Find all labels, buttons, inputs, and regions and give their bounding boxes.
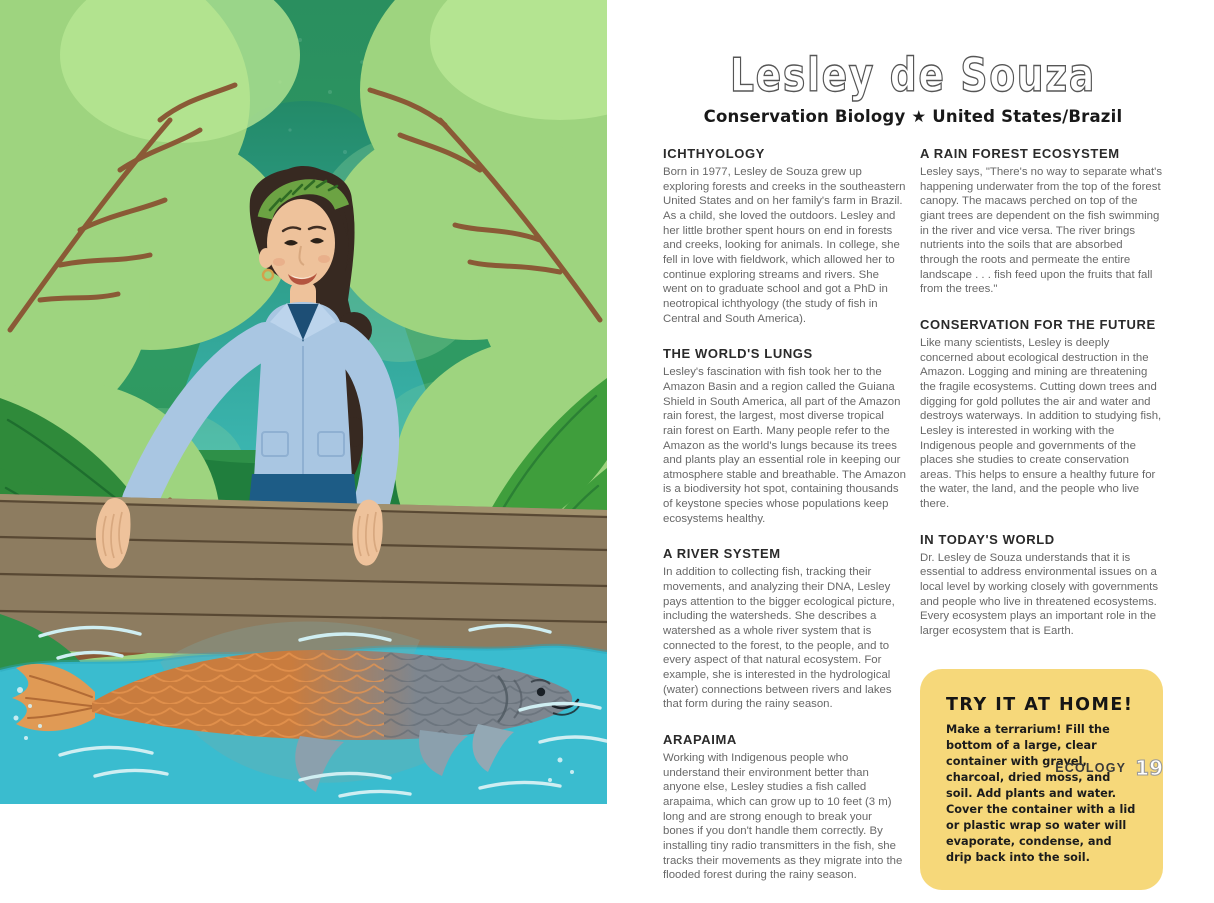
- left-column: [663, 146, 906, 903]
- section-body: Dr. Lesley de Souza understands that it is essential to address environmental issues on a local level by working closely with governments and people who live in threatened ecosystems. Every ecosystem plays an important role in the larger ecosystem that is Earth.: [920, 551, 1159, 638]
- section-heading: IN TODAY'S WORLD: [920, 531, 1055, 547]
- section-arapaima: [663, 732, 906, 883]
- right-column: [920, 146, 1163, 903]
- lesley-boat-illustration: [0, 0, 607, 804]
- section-body: In addition to collecting fish, tracking their movements, and analyzing their DNA, Lesley pays attention to the bigger ecological picture, including the watersheds. She describes a watershed as a whole river system that is connected to the forest, to the people, and to every aspect of that natural ecosystem. For example, she is interested in the hydrological (water) connections between rivers and lakes that form during the rainy season.: [663, 566, 895, 711]
- section-body: Working with Indigenous people who understand their environment better than anyone else, Lesley studies a fish called arapaima, which can grow up to 10 feet (3 m) long and are strong enough to break your bones if you don't handle them correctly. By installing tiny radio transmitters in the fish, she tracks their movements as they migrate into the flooded forest during the rainy season.: [663, 752, 903, 882]
- section-river-system: [663, 546, 906, 712]
- section-ichthyology: [663, 146, 906, 326]
- page-subtitle: Conservation Biology ★ United States/Brazil: [703, 107, 1123, 126]
- section-heading: ICHTHYOLOGY: [663, 146, 765, 161]
- page-title: Lesley de Souza: [730, 48, 1096, 102]
- section-heading: A RIVER SYSTEM: [663, 546, 781, 562]
- section-heading: CONSERVATION FOR THE FUTURE: [920, 316, 1156, 332]
- section-todays-world: [920, 532, 1163, 639]
- section-body: Lesley's fascination with fish took her to the Amazon Basin and a region called the Guiana Shield in South America, all part of the Amazon rain forest, the largest, most diverse tropical rain forest on Earth. Many people refer to the Amazon as the world's lungs because its trees and plants play an essential role in keeping our atmosphere stable and breathable. The Amazon is a biodiversity hot spot, containing thousands of keystone species whose populations keep ecosystems healthy.: [663, 366, 906, 525]
- page-footer: [1055, 756, 1163, 780]
- page-header: [663, 48, 1163, 126]
- try-it-body: Make a terrarium! Fill the bottom of a large, clear container with gravel, charcoal, dried moss, and soil. Add plants and water. Cover the container with a lid or plastic wrap so water will evaporate, condense, and drip back into the soil.: [946, 722, 1136, 864]
- section-worlds-lungs: [663, 346, 906, 526]
- section-heading: ARAPAIMA: [663, 732, 737, 747]
- section-body: Born in 1977, Lesley de Souza grew up exploring forests and creeks in the southeastern United States and on her family's farm in Brazil. As a child, she loved the outdoors. Lesley and her little brother spent hours on end in forests and creeks, looking for animals. In college, she fell in love with fieldwork, which allowed her to continue exploring streams and rivers. She went on to graduate school and got a PhD in neotropical ichthyology (the study of fish in Central and South America).: [663, 166, 906, 325]
- footer-category-label: ECOLOGY: [1055, 761, 1127, 775]
- face: [267, 199, 335, 287]
- illustration-page: [0, 0, 607, 804]
- page-number: 19: [1135, 756, 1163, 780]
- section-heading: THE WORLD'S LUNGS: [663, 346, 813, 362]
- section-rainforest-ecosystem: [920, 146, 1163, 297]
- section-conservation-future: [920, 317, 1163, 512]
- text-page: [607, 0, 1214, 882]
- text-columns: [663, 146, 1163, 903]
- section-body: Like many scientists, Lesley is deeply concerned about ecological destruction in the Amazon. Logging and mining are threatening the fragile ecosystems. Cutting down trees and digging for gold pollutes the air and water and destroys waterways. In addition to studying fish, Lesley is interested in working with the Indigenous people and governments of the places she studies to create conservation areas. This helps to ensure a healthy future for the water, the land, and the people who live there.: [920, 336, 1162, 511]
- fish-eye: [537, 688, 545, 696]
- try-it-heading: TRY IT AT HOME!: [946, 694, 1134, 715]
- section-heading: A RAIN FOREST ECOSYSTEM: [920, 146, 1120, 161]
- section-body: Lesley says, "There's no way to separate what's happening underwater from the top of the forest canopy. The macaws perched on top of the giant trees are dependent on the fish swimming in the river and vice versa. The river brings nutrients into the soils that are absorbed through the roots and permeate the entire landscape . . . fish feed upon the fruits that fall from the trees.": [920, 166, 1163, 296]
